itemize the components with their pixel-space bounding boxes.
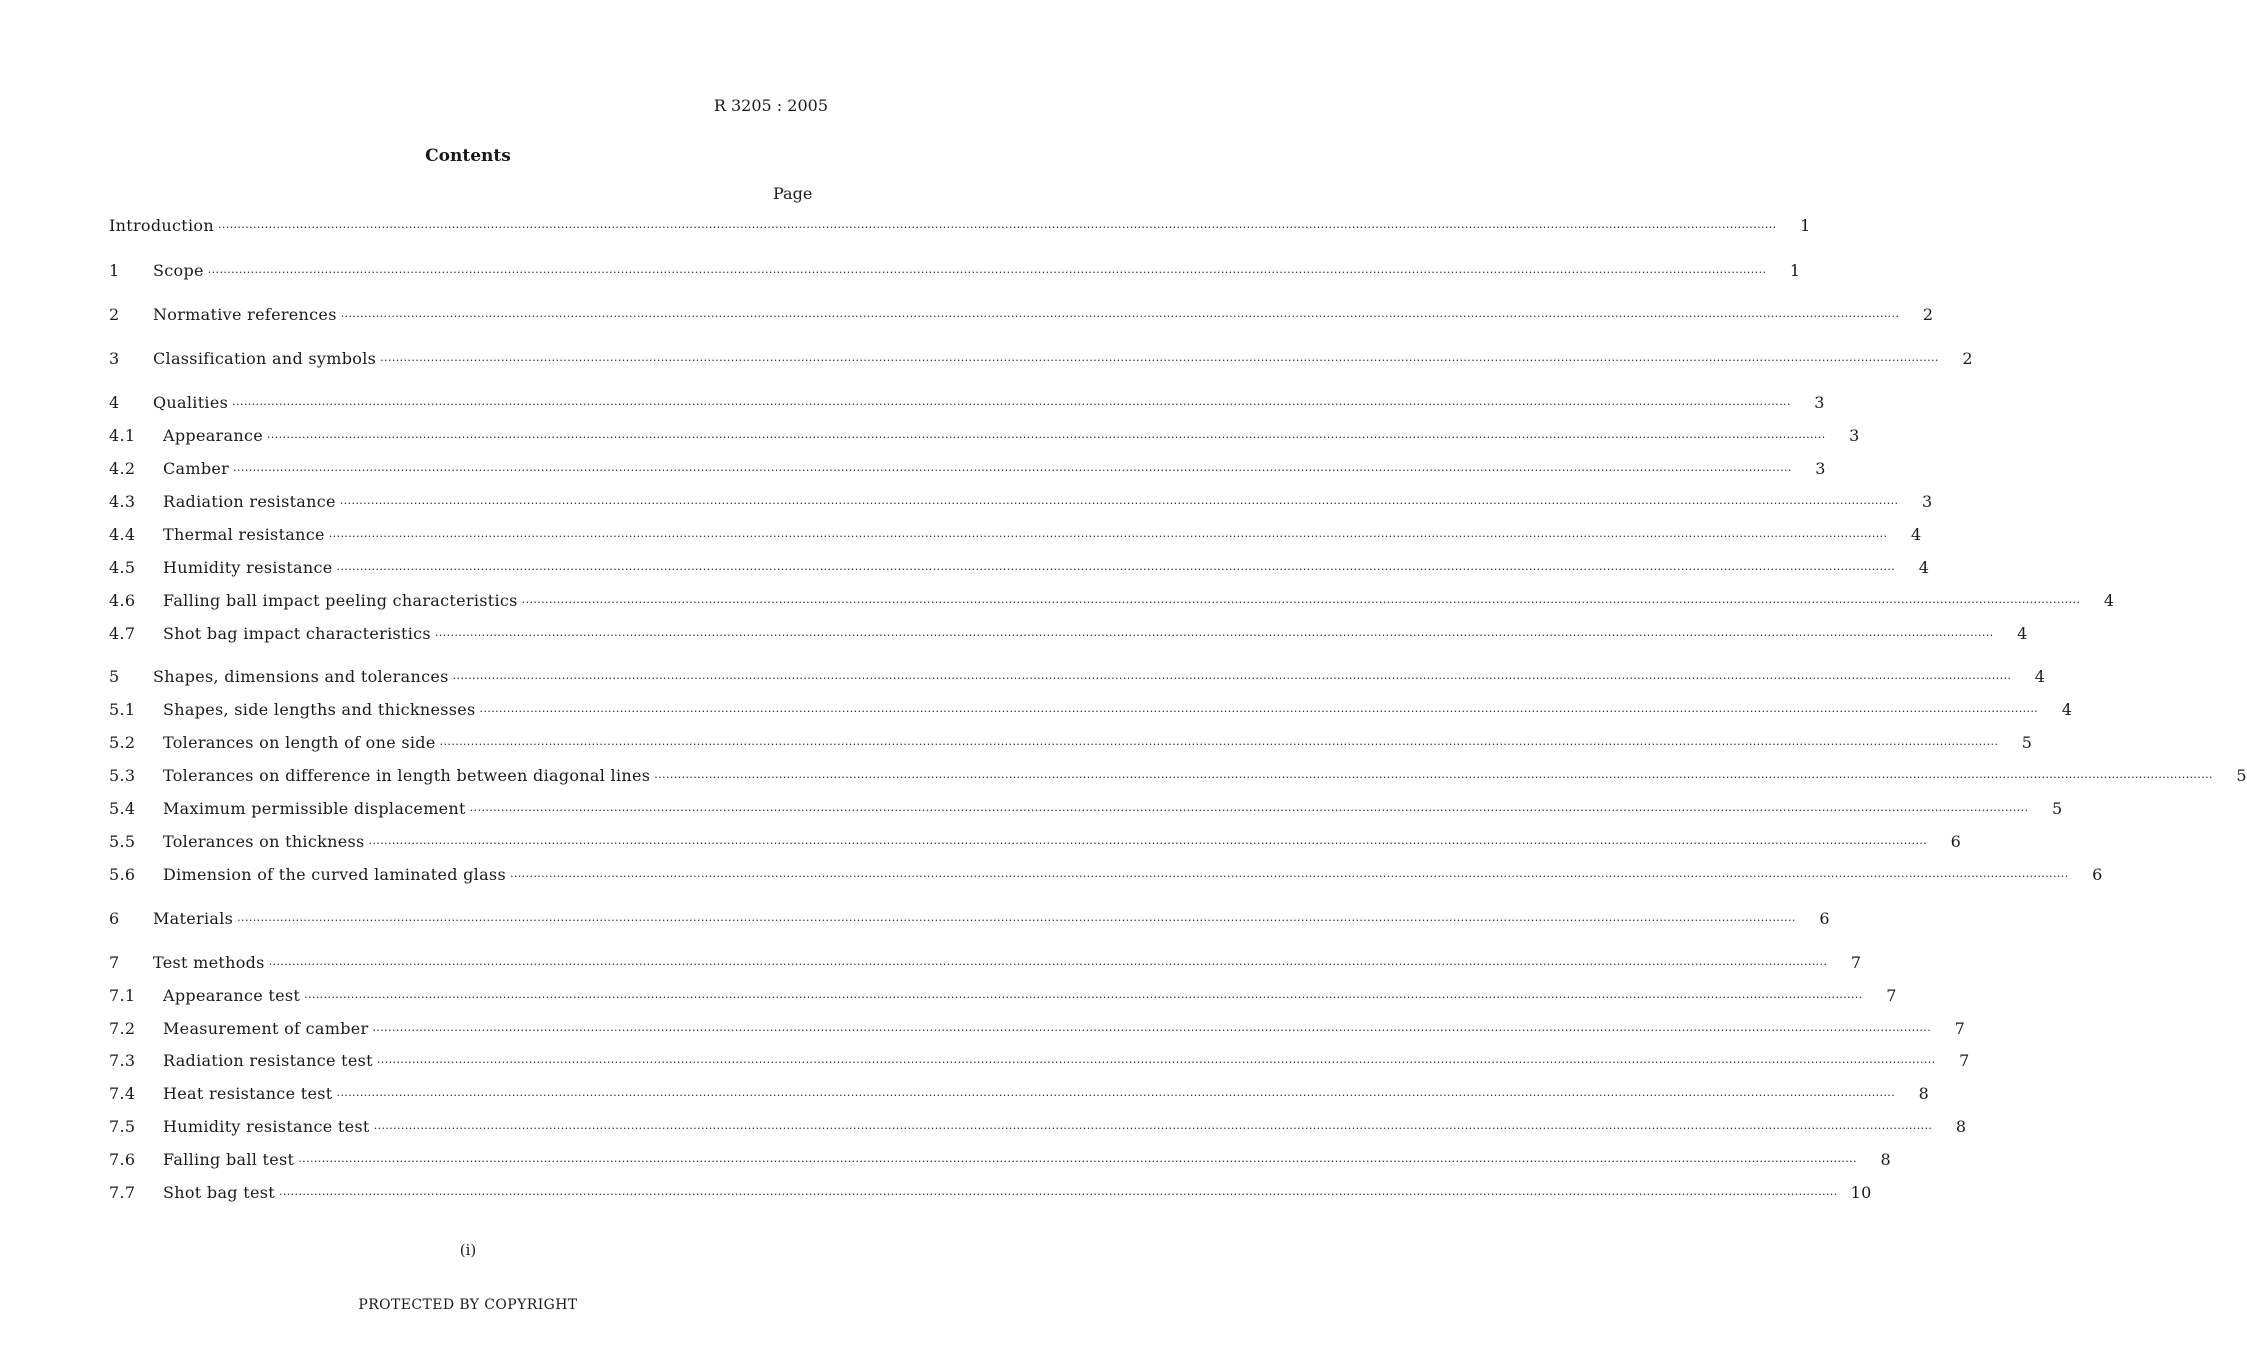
toc-entry[interactable]	[109, 1014, 1966, 1038]
toc-entry[interactable]	[109, 1178, 1872, 1202]
toc-entry-number: 1	[109, 261, 120, 280]
toc-entry-number: 3	[109, 349, 120, 368]
toc-dot-leader: ................................................................................................................................................................................................................................................................................................................................................................................................................	[336, 1086, 1896, 1099]
page-title: Contents	[425, 146, 511, 166]
toc-dot-leader: ................................................................................................................................................................................................................................................................................................................................................................................................................	[368, 834, 1928, 847]
toc-entry-label: Thermal resistance	[163, 525, 325, 544]
toc-dot-leader: ................................................................................................................................................................................................................................................................................................................................................................................................................	[479, 702, 2039, 715]
toc-entry-number: 2	[109, 305, 120, 324]
toc-entry-page: 7	[1954, 1019, 1966, 1038]
toc-entry-label: Falling ball test	[163, 1150, 295, 1169]
toc-dot-leader: ................................................................................................................................................................................................................................................................................................................................................................................................................	[452, 669, 2012, 682]
toc-entry-page: 3	[1815, 459, 1826, 478]
toc-entry-page: 2	[1962, 349, 1973, 368]
toc-entry[interactable]	[109, 695, 2073, 719]
toc-entry[interactable]	[109, 728, 2033, 752]
toc-dot-leader: ................................................................................................................................................................................................................................................................................................................................................................................................................	[278, 1185, 1838, 1198]
standard-code: R 3205 : 2005	[713, 96, 828, 115]
toc-entry-number: 7.7	[109, 1183, 136, 1202]
toc-entry-page: 1	[1789, 261, 1801, 280]
toc-entry-number: 4.4	[109, 525, 136, 544]
toc-entry-page: 4	[1910, 525, 1922, 544]
toc-dot-leader: ................................................................................................................................................................................................................................................................................................................................................................................................................	[469, 801, 2029, 814]
toc-entry-label: Dimension of the curved laminated glass	[163, 865, 506, 884]
toc-entry-page: 4	[2034, 667, 2046, 686]
toc-entry-number: 4.5	[109, 558, 136, 577]
toc-entry[interactable]	[109, 761, 2247, 785]
toc-entry-label: Tolerances on thickness	[163, 832, 365, 851]
toc-entry-page: 8	[1880, 1150, 1891, 1169]
toc-entry-label: Appearance	[163, 426, 263, 445]
toc-dot-leader: ................................................................................................................................................................................................................................................................................................................................................................................................................	[521, 593, 2081, 606]
toc-entry-number: 7	[109, 953, 120, 972]
toc-entry-page: 7	[1959, 1051, 1970, 1070]
toc-dot-leader: ................................................................................................................................................................................................................................................................................................................................................................................................................	[372, 1021, 1932, 1034]
page-column-label: Page	[773, 184, 813, 203]
toc-entry-number: 7.4	[109, 1084, 136, 1103]
toc-entry-number: 4.6	[109, 591, 136, 610]
toc-entry-label: Shot bag impact characteristics	[163, 624, 431, 643]
toc-entry-label: Normative references	[153, 305, 337, 324]
toc-entry[interactable]	[109, 300, 1934, 324]
toc-dot-leader: ................................................................................................................................................................................................................................................................................................................................................................................................................	[654, 768, 2213, 781]
toc-dot-leader: ................................................................................................................................................................................................................................................................................................................................................................................................................	[328, 527, 1888, 540]
toc-entry-page: 10	[1850, 1183, 1872, 1202]
toc-entry[interactable]	[109, 981, 1897, 1005]
toc-entry-label: Shapes, dimensions and tolerances	[153, 667, 449, 686]
toc-entry[interactable]	[109, 1079, 1930, 1103]
toc-entry-page: 6	[1819, 909, 1830, 928]
toc-entry-page: 4	[1918, 558, 1930, 577]
toc-entry-label: Classification and symbols	[153, 349, 377, 368]
toc-entry[interactable]	[109, 827, 1962, 851]
toc-entry-number: 5.1	[109, 700, 136, 719]
toc-entry-number: 5.5	[109, 832, 136, 851]
toc-entry-page: 2	[1922, 305, 1934, 324]
toc-entry-page: 6	[1950, 832, 1962, 851]
toc-entry-label: Appearance test	[163, 986, 301, 1005]
toc-entry-number: 5.3	[109, 766, 136, 785]
toc-entry[interactable]	[109, 388, 1825, 412]
toc-entry-number: 4.1	[109, 426, 136, 445]
toc-entry-label: Humidity resistance test	[163, 1117, 370, 1136]
toc-entry-page: 3	[1921, 492, 1933, 511]
toc-entry-number: 7.3	[109, 1051, 136, 1070]
toc-entry-number: 7.6	[109, 1150, 136, 1169]
toc-dot-leader: ................................................................................................................................................................................................................................................................................................................................................................................................................	[266, 428, 1826, 441]
toc-dot-leader: ................................................................................................................................................................................................................................................................................................................................................................................................................	[304, 988, 1863, 1001]
toc-entry-label: Shapes, side lengths and thicknesses	[163, 700, 476, 719]
toc-entry-page: 8	[1918, 1084, 1930, 1103]
toc-dot-leader: ................................................................................................................................................................................................................................................................................................................................................................................................................	[233, 461, 1792, 474]
toc-entry[interactable]	[109, 586, 2115, 610]
toc-entry-number: 5	[109, 667, 120, 686]
toc-dot-leader: ................................................................................................................................................................................................................................................................................................................................................................................................................	[434, 626, 1994, 639]
toc-entry-label: Test methods	[153, 953, 265, 972]
toc-entry-number: 7.1	[109, 986, 136, 1005]
toc-dot-leader: ................................................................................................................................................................................................................................................................................................................................................................................................................	[339, 494, 1899, 507]
toc-entry[interactable]	[109, 662, 2046, 686]
toc-entry[interactable]	[109, 520, 1922, 544]
toc-entry[interactable]	[109, 948, 1862, 972]
toc-entry[interactable]	[109, 454, 1826, 478]
toc-entry-page: 8	[1955, 1117, 1967, 1136]
toc-entry-number: 4.7	[109, 624, 136, 643]
toc-entry-number: 4	[109, 393, 120, 412]
toc-dot-leader: ................................................................................................................................................................................................................................................................................................................................................................................................................	[340, 307, 1900, 320]
toc-entry[interactable]	[109, 1112, 1967, 1136]
footer-page-number: (i)	[459, 1241, 477, 1259]
toc-dot-leader: ................................................................................................................................................................................................................................................................................................................................................................................................................	[439, 735, 1999, 748]
toc-entry-number: 5.6	[109, 865, 136, 884]
toc-entry-page: 1	[1800, 216, 1811, 235]
toc-entry-page: 7	[1850, 953, 1862, 972]
toc-dot-leader: ................................................................................................................................................................................................................................................................................................................................................................................................................	[509, 867, 2069, 880]
toc-entry-number: 7.5	[109, 1117, 136, 1136]
toc-entry-label: Materials	[153, 909, 234, 928]
toc-entry-label: Qualities	[153, 393, 229, 412]
toc-entry[interactable]	[109, 904, 1830, 928]
toc-entry[interactable]	[109, 619, 2028, 643]
toc-entry-label: Maximum permissible displacement	[163, 799, 466, 818]
toc-dot-leader: ................................................................................................................................................................................................................................................................................................................................................................................................................	[336, 560, 1896, 573]
toc-entry[interactable]	[109, 860, 2103, 884]
toc-entry-label: Heat resistance test	[163, 1084, 333, 1103]
toc-entry-page: 5	[2021, 733, 2033, 752]
toc-dot-leader: ................................................................................................................................................................................................................................................................................................................................................................................................................	[237, 911, 1796, 924]
toc-entry-label: Tolerances on length of one side	[163, 733, 436, 752]
toc-dot-leader: ................................................................................................................................................................................................................................................................................................................................................................................................................	[373, 1119, 1933, 1132]
toc-dot-leader: ................................................................................................................................................................................................................................................................................................................................................................................................................	[207, 263, 1767, 276]
footer-copyright: PROTECTED BY COPYRIGHT	[358, 1297, 578, 1313]
toc-entry-label: Tolerances on difference in length between diagonal lines	[163, 766, 651, 785]
toc-entry-page: 4	[2017, 624, 2028, 643]
toc-entry-page: 4	[2061, 700, 2073, 719]
toc-dot-leader: ................................................................................................................................................................................................................................................................................................................................................................................................................	[217, 218, 1777, 231]
toc-entry-number: 4.2	[109, 459, 136, 478]
toc-dot-leader: ................................................................................................................................................................................................................................................................................................................................................................................................................	[232, 395, 1791, 408]
toc-entry-label: Introduction	[109, 216, 214, 235]
toc-dot-leader: ................................................................................................................................................................................................................................................................................................................................................................................................................	[380, 351, 1939, 364]
toc-entry-number: 7.2	[109, 1019, 136, 1038]
toc-entry-label: Radiation resistance	[163, 492, 336, 511]
toc-entry-page: 3	[1814, 393, 1825, 412]
toc-entry-page: 5	[2051, 799, 2063, 818]
toc-entry[interactable]	[109, 553, 1930, 577]
toc-entry[interactable]	[109, 421, 1860, 445]
toc-dot-leader: ................................................................................................................................................................................................................................................................................................................................................................................................................	[298, 1152, 1857, 1165]
toc-entry[interactable]	[109, 344, 1973, 368]
toc-entry-page: 4	[2103, 591, 2115, 610]
toc-entry-label: Measurement of camber	[163, 1019, 369, 1038]
toc-entry-label: Scope	[153, 261, 204, 280]
toc-entry[interactable]	[109, 794, 2063, 818]
toc-entry-page: 6	[2092, 865, 2103, 884]
toc-entry-label: Humidity resistance	[163, 558, 333, 577]
toc-entry-number: 4.3	[109, 492, 136, 511]
toc-dot-leader: ................................................................................................................................................................................................................................................................................................................................................................................................................	[268, 955, 1828, 968]
toc-entry[interactable]	[109, 1046, 1970, 1070]
toc-entry-page: 5	[2236, 766, 2247, 785]
toc-entry-label: Radiation resistance test	[163, 1051, 373, 1070]
toc-entry[interactable]	[109, 256, 1801, 280]
toc-entry-number: 6	[109, 909, 120, 928]
toc-entry-number: 5.2	[109, 733, 136, 752]
toc-dot-leader: ................................................................................................................................................................................................................................................................................................................................................................................................................	[376, 1053, 1936, 1066]
toc-entry[interactable]	[109, 487, 1933, 511]
toc-entry-page: 3	[1849, 426, 1860, 445]
toc-entry-number: 5.4	[109, 799, 136, 818]
toc-entry-label: Shot bag test	[163, 1183, 275, 1202]
toc-entry[interactable]	[109, 211, 1811, 235]
toc-entry-label: Camber	[163, 459, 230, 478]
toc-entry-label: Falling ball impact peeling characteristics	[163, 591, 518, 610]
toc-entry[interactable]	[109, 1145, 1891, 1169]
toc-entry-page: 7	[1886, 986, 1897, 1005]
